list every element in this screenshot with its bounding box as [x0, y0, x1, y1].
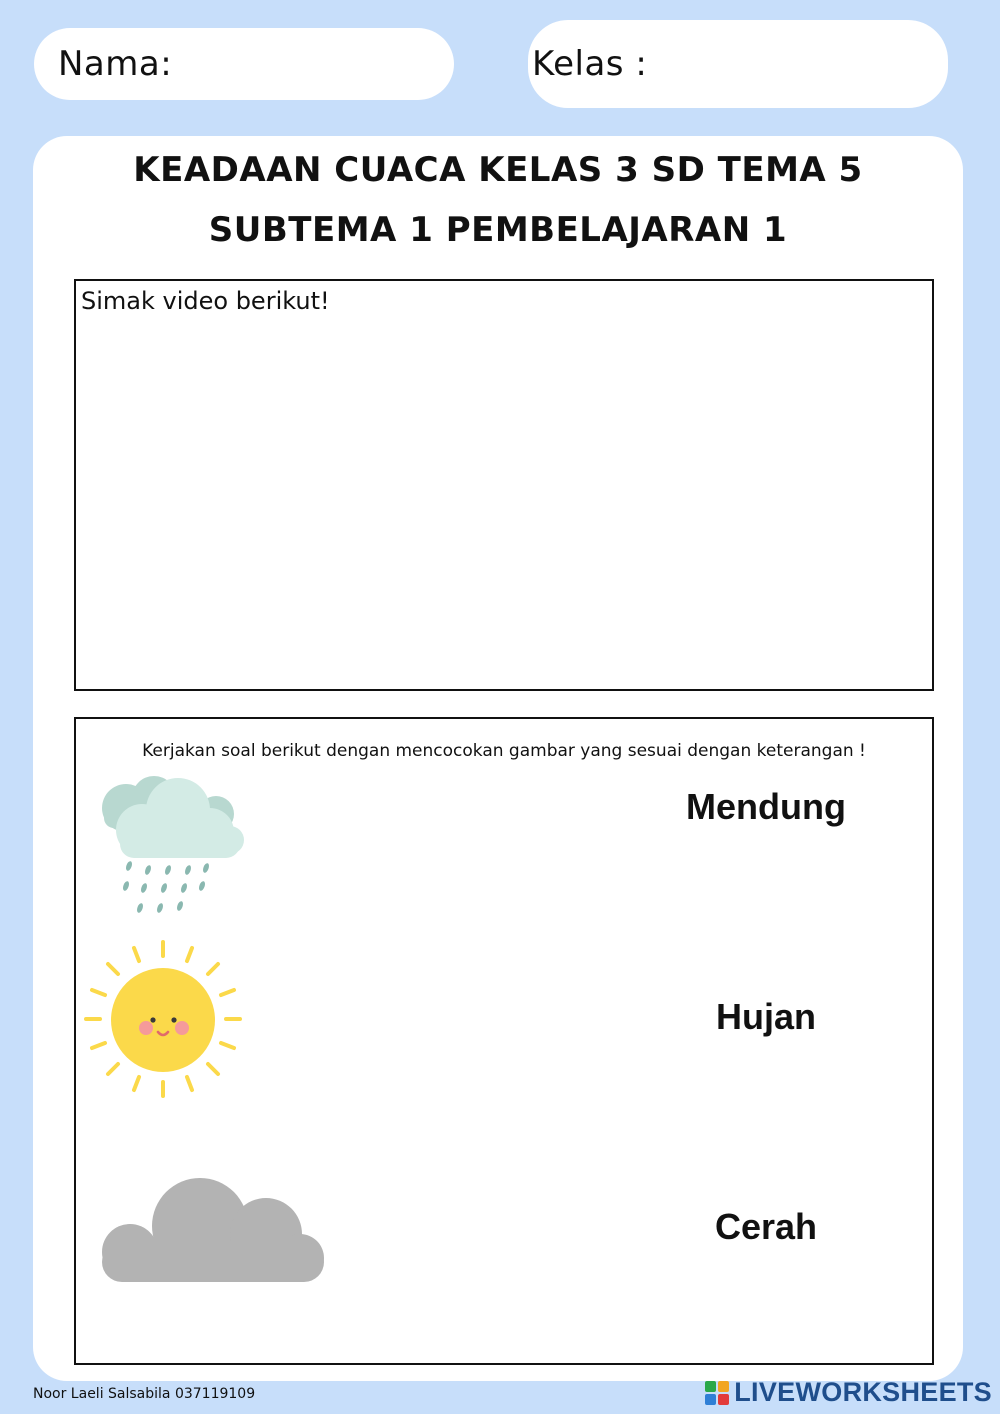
- word-cerah[interactable]: Cerah: [714, 1206, 818, 1247]
- sun-icon[interactable]: [80, 936, 246, 1102]
- class-field[interactable]: [528, 20, 948, 108]
- title-line-1: KEADAAN CUACA KELAS 3 SD TEMA 5: [133, 150, 863, 190]
- rain-cloud-icon[interactable]: [96, 774, 248, 924]
- brand-text: LIVEWORKSHEETS: [734, 1377, 992, 1407]
- worksheet-title: [33, 140, 963, 260]
- name-field[interactable]: [34, 28, 454, 100]
- title-line-2: SUBTEMA 1 PEMBELAJARAN 1: [208, 210, 788, 250]
- class-label: Kelas :: [532, 44, 648, 84]
- liveworksheets-logo-icon: [704, 1380, 730, 1406]
- liveworksheets-brand[interactable]: [704, 1377, 992, 1408]
- video-label: Simak video berikut!: [81, 287, 330, 315]
- footer-author: Noor Laeli Salsabila 037119109: [33, 1386, 256, 1402]
- word-hujan[interactable]: Hujan: [715, 996, 816, 1037]
- name-label: Nama:: [58, 44, 173, 84]
- gray-cloud-icon[interactable]: [96, 1176, 326, 1286]
- video-box[interactable]: [74, 279, 934, 691]
- exercise-instruction: Kerjakan soal berikut dengan mencocokan gambar yang sesuai dengan keterangan !: [142, 741, 866, 761]
- word-mendung[interactable]: Mendung: [686, 786, 846, 827]
